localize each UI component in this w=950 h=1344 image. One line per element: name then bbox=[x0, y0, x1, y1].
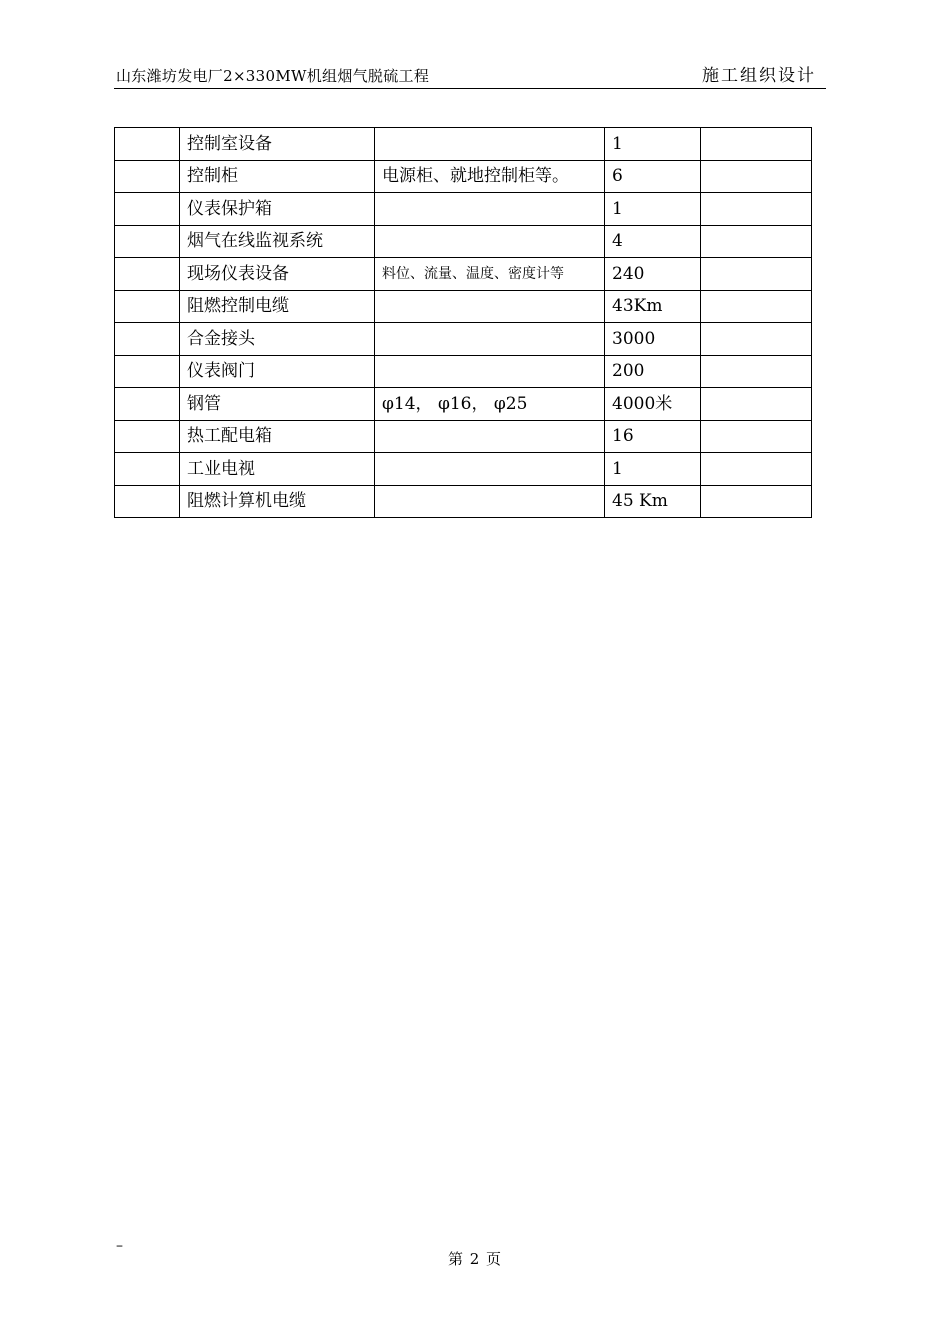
table-row bbox=[115, 420, 812, 453]
name-cell: 控制柜 bbox=[180, 160, 375, 193]
note-cell bbox=[701, 355, 812, 388]
index-cell bbox=[115, 290, 180, 323]
quantity-cell: 200 bbox=[605, 355, 701, 388]
spec-cell bbox=[375, 485, 605, 518]
table-row bbox=[115, 258, 812, 291]
index-cell bbox=[115, 420, 180, 453]
note-cell bbox=[701, 258, 812, 291]
note-cell bbox=[701, 485, 812, 518]
name-cell: 阻燃控制电缆 bbox=[180, 290, 375, 323]
spec-cell bbox=[375, 453, 605, 486]
spec-cell bbox=[375, 290, 605, 323]
name-cell: 合金接头 bbox=[180, 323, 375, 356]
document-type: 施工组织设计 bbox=[702, 66, 816, 86]
spec-cell: 料位、流量、温度、密度计等 bbox=[375, 258, 605, 291]
name-cell: 控制室设备 bbox=[180, 128, 375, 161]
index-cell bbox=[115, 453, 180, 486]
spec-cell bbox=[375, 128, 605, 161]
quantity-cell: 1 bbox=[605, 193, 701, 226]
index-cell bbox=[115, 193, 180, 226]
page-number: 第 2 页 bbox=[447, 1250, 503, 1268]
note-cell bbox=[701, 193, 812, 226]
quantity-cell: 4 bbox=[605, 225, 701, 258]
table-row bbox=[115, 225, 812, 258]
name-cell: 仪表阀门 bbox=[180, 355, 375, 388]
note-cell bbox=[701, 160, 812, 193]
table-row bbox=[115, 485, 812, 518]
name-cell: 热工配电箱 bbox=[180, 420, 375, 453]
spec-cell: φ14， φ16， φ25 bbox=[375, 388, 605, 421]
name-cell: 阻燃计算机电缆 bbox=[180, 485, 375, 518]
quantity-cell: 45 Km bbox=[605, 485, 701, 518]
note-cell bbox=[701, 453, 812, 486]
spec-cell bbox=[375, 193, 605, 226]
table-row bbox=[115, 323, 812, 356]
index-cell bbox=[115, 388, 180, 421]
spec-cell bbox=[375, 225, 605, 258]
note-cell bbox=[701, 290, 812, 323]
note-cell bbox=[701, 323, 812, 356]
index-cell bbox=[115, 258, 180, 291]
quantity-cell: 4000米 bbox=[605, 388, 701, 421]
spec-cell: 电源柜、就地控制柜等。 bbox=[375, 160, 605, 193]
name-cell: 钢管 bbox=[180, 388, 375, 421]
quantity-cell: 6 bbox=[605, 160, 701, 193]
quantity-cell: 43Km bbox=[605, 290, 701, 323]
index-cell bbox=[115, 485, 180, 518]
table-row bbox=[115, 193, 812, 226]
index-cell bbox=[115, 355, 180, 388]
equipment-table bbox=[114, 127, 812, 518]
note-cell bbox=[701, 128, 812, 161]
table-row bbox=[115, 160, 812, 193]
table-row bbox=[115, 453, 812, 486]
index-cell bbox=[115, 225, 180, 258]
note-cell bbox=[701, 388, 812, 421]
index-cell bbox=[115, 128, 180, 161]
name-cell: 现场仪表设备 bbox=[180, 258, 375, 291]
quantity-cell: 1 bbox=[605, 453, 701, 486]
name-cell: 烟气在线监视系统 bbox=[180, 225, 375, 258]
spec-cell bbox=[375, 355, 605, 388]
name-cell: 工业电视 bbox=[180, 453, 375, 486]
table-row bbox=[115, 128, 812, 161]
spec-cell bbox=[375, 323, 605, 356]
index-cell bbox=[115, 323, 180, 356]
table-row bbox=[115, 355, 812, 388]
table-row bbox=[115, 388, 812, 421]
project-title: 山东潍坊发电厂2×330MW机组烟气脱硫工程 bbox=[116, 67, 430, 85]
page-header bbox=[114, 66, 826, 89]
note-cell bbox=[701, 225, 812, 258]
quantity-cell: 16 bbox=[605, 420, 701, 453]
index-cell bbox=[115, 160, 180, 193]
footer-dash-mark: – bbox=[116, 1238, 123, 1254]
name-cell: 仪表保护箱 bbox=[180, 193, 375, 226]
quantity-cell: 1 bbox=[605, 128, 701, 161]
quantity-cell: 240 bbox=[605, 258, 701, 291]
spec-cell bbox=[375, 420, 605, 453]
note-cell bbox=[701, 420, 812, 453]
quantity-cell: 3000 bbox=[605, 323, 701, 356]
table-row bbox=[115, 290, 812, 323]
